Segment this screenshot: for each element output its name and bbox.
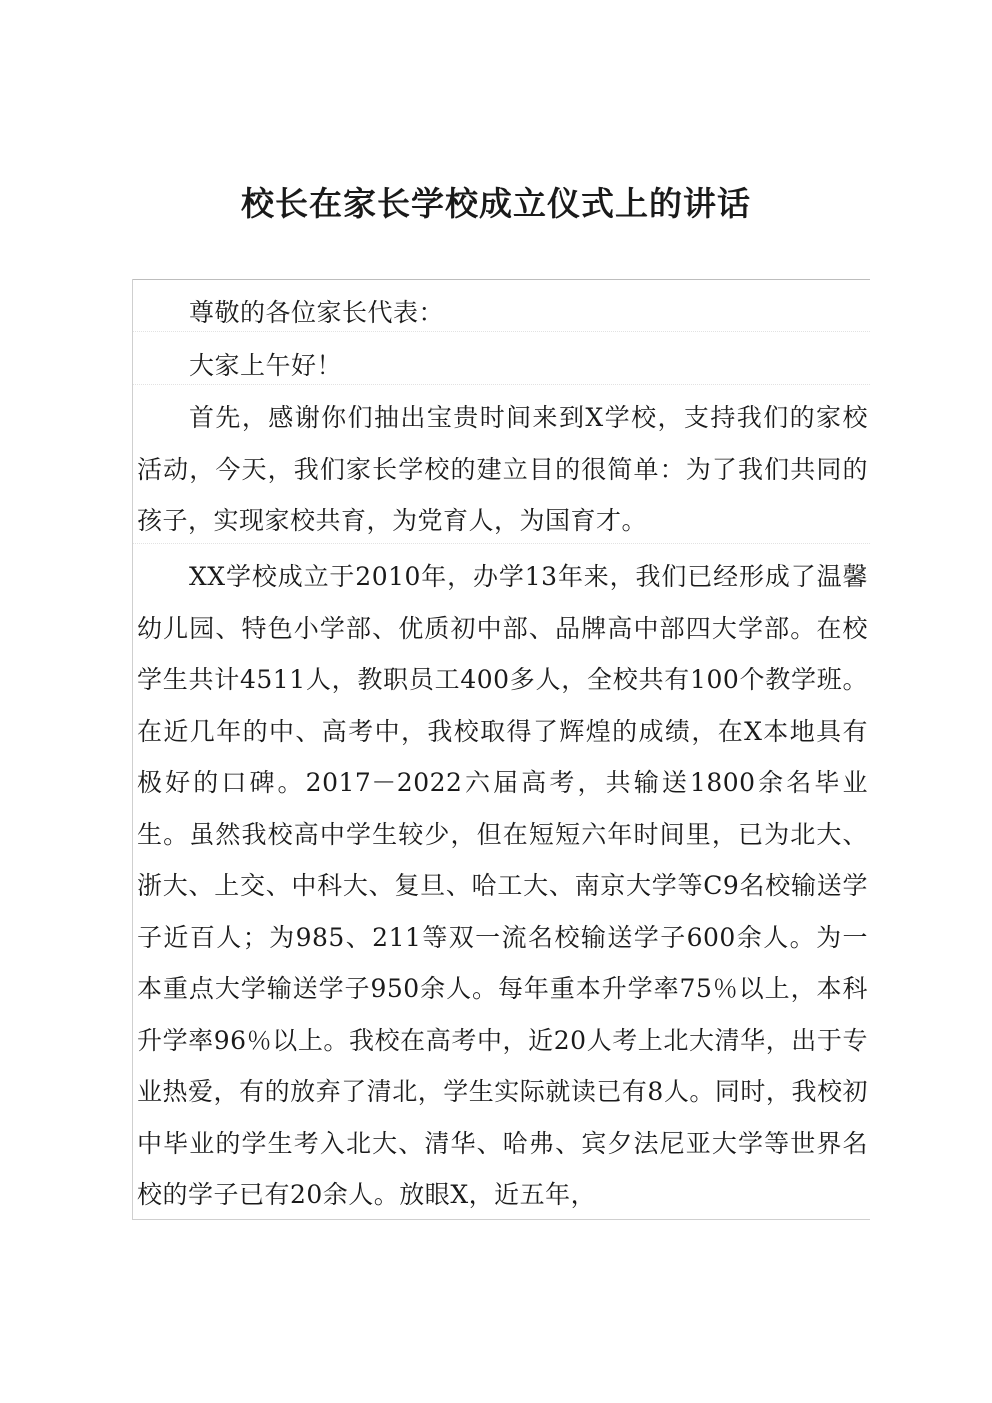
top-rule xyxy=(133,279,870,280)
bottom-rule xyxy=(133,1219,870,1220)
school-intro-paragraph: XX学校成立于2010年，办学13年来，我们已经形成了温馨幼儿园、特色小学部、优质初中部、品牌高中部四大学部。在校学生共计4511人，教职员工400多人，全校共有100个教学班。在近几年的中、高考中，我校取得了辉煌的成绩，在X本地具有极好的口碑。2017－2022六届高考，共输送1800余名毕业生。虽然我校高中学生较少，但在短短六年时间里，已为北大、浙大、上交、中科大、复旦、哈工大、南京大学等C9名校输送学子近百人；为985、211等双一流名校输送学子600余人。为一本重点大学输送学子950余人。每年重本升学率75％以上，本科升学率96％以上。我校在高考中，近20人考上北大清华，出于专业热爱，有的放弃了清北，学生实际就读已有8人。同时，我校初中毕业的学生考入北大、清华、哈弗、宾夕法尼亚大学等世界名校的学子已有20余人。放眼X，近五年， xyxy=(137,562,868,1209)
thanks-paragraph: 首先，感谢你们抽出宝贵时间来到X学校，支持我们的家校活动，今天，我们家长学校的建立目的很简单：为了我们共同的孩子，实现家校共育，为党育人，为国育才。 xyxy=(137,403,868,535)
salutation-paragraph: 尊敬的各位家长代表： xyxy=(189,298,445,327)
document-title: 校长在家长学校成立仪式上的讲话 xyxy=(241,184,751,223)
document-body xyxy=(132,279,870,1220)
greeting-paragraph: 大家上午好！ xyxy=(189,351,343,380)
